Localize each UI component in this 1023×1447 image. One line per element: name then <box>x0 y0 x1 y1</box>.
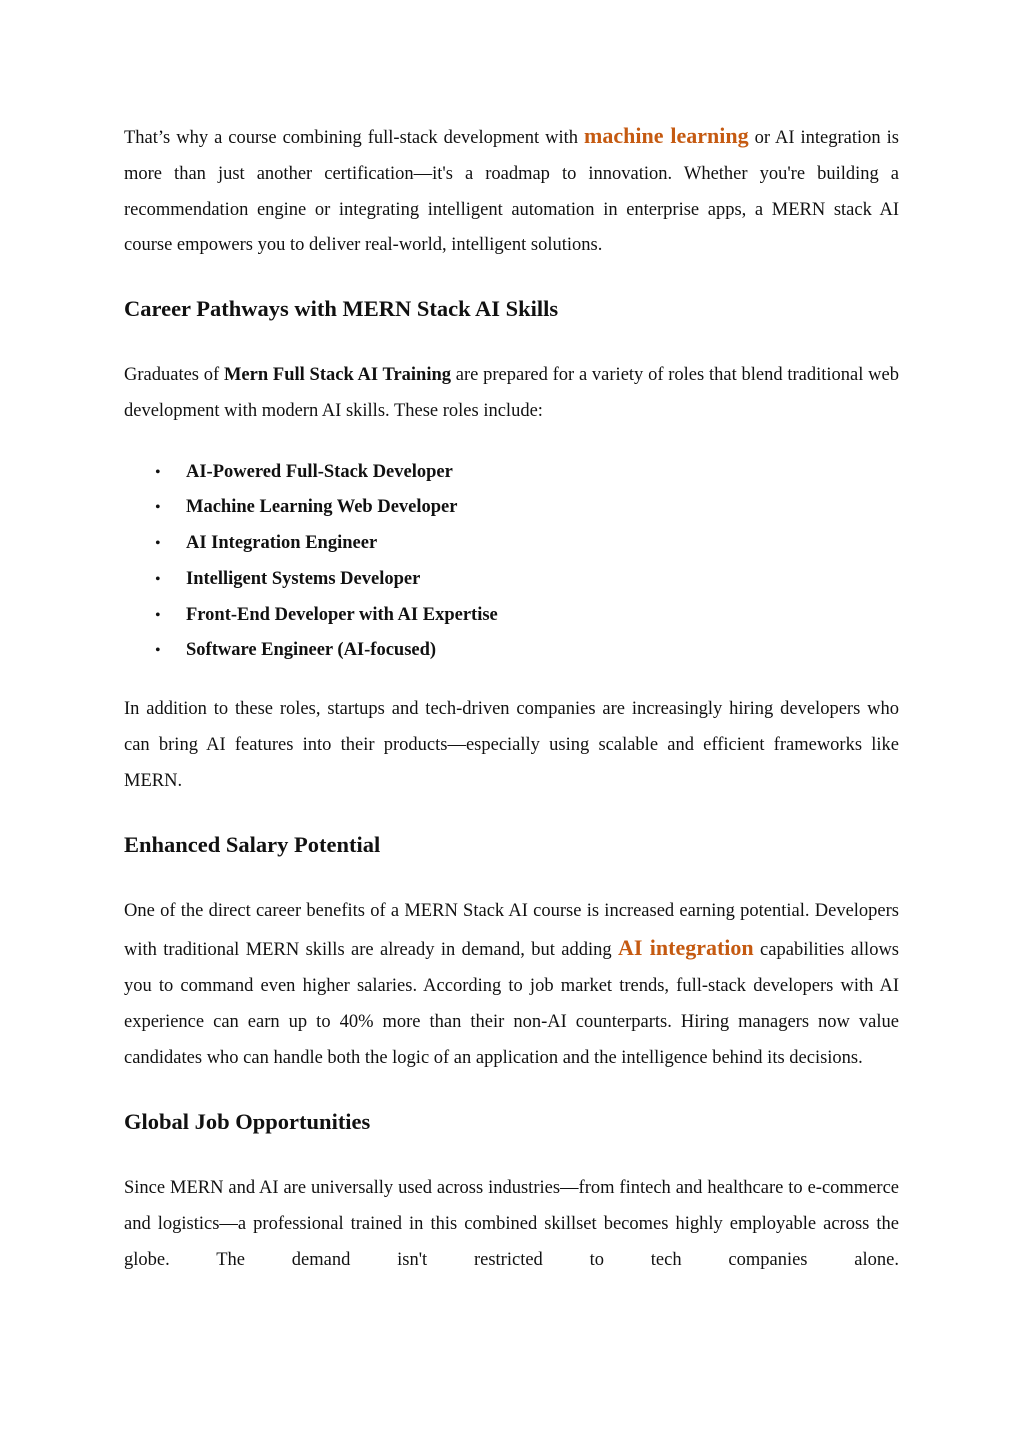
salary-text-before-link: One of the direct career benefits of a MERN Stack AI course is increased earning potential. Developers with traditional MERN skills are already in demand, but adding <box>124 901 899 961</box>
career-closing-paragraph: In addition to these roles, startups and tech-driven companies are increasingly hiring developers who can bring AI features into their products—especially using scalable and efficient frameworks like MERN. <box>124 699 899 791</box>
bullet-icon: • <box>155 535 161 553</box>
document-body <box>124 118 899 1279</box>
role-label: Intelligent Systems Developer <box>186 568 421 589</box>
training-name: Mern Full Stack AI Training <box>223 365 452 386</box>
intro-paragraph <box>124 118 899 264</box>
list-item <box>124 562 899 598</box>
intro-text-after-link: or AI integration is more than just another certification—it's a roadmap to innovation. Whether you're building a recommendation engine or integrating intelligent automation in enterprise apps, a MERN stack AI course empowers you to deliver real-world, intelligent solutions. <box>124 128 899 256</box>
role-label: AI Integration Engineer <box>186 533 378 554</box>
career-pathways-heading: Career Pathways with MERN Stack AI Skills <box>124 296 559 322</box>
salary-heading: Enhanced Salary Potential <box>124 832 381 858</box>
machine-learning-link[interactable]: machine learning <box>584 123 749 148</box>
career-text-after-bold: are prepared for a variety of roles that blend traditional web development with modern AI skills. These roles include: <box>124 365 899 421</box>
list-item <box>124 490 899 526</box>
bullet-icon: • <box>155 463 161 481</box>
role-label: Machine Learning Web Developer <box>186 497 458 518</box>
bullet-icon: • <box>155 499 161 517</box>
ai-integration-link[interactable]: AI integration <box>618 935 754 961</box>
salary-paragraph <box>124 894 899 1076</box>
roles-list <box>124 455 899 669</box>
list-item <box>124 633 899 669</box>
role-label: AI-Powered Full-Stack Developer <box>186 461 453 482</box>
global-jobs-heading: Global Job Opportunities <box>124 1109 371 1135</box>
role-label: Front-End Developer with AI Expertise <box>186 604 498 625</box>
bullet-icon: • <box>155 606 161 624</box>
global-jobs-paragraph: Since MERN and AI are universally used across industries—from fintech and healthcare to e-commerce and logistics—a professional trained in this combined skillset becomes highly employable across the globe. The demand isn't restricted to tech companies alone. <box>124 1178 899 1270</box>
role-label: Software Engineer (AI-focused) <box>186 640 437 661</box>
list-item <box>124 598 899 634</box>
career-intro-paragraph <box>124 358 899 430</box>
salary-text-after-link: capabilities allows you to command even higher salaries. According to job market trends, full-stack developers with AI experience can earn up to 40% more than their non-AI counterparts. Hiring managers now value candidates who can handle both the logic of an application and the intelligence behind its decisions. <box>124 940 900 1068</box>
bullet-icon: • <box>155 570 161 588</box>
bullet-icon: • <box>155 642 161 660</box>
intro-text-before-link: That’s why a course combining full-stack development with <box>124 128 585 148</box>
list-item <box>124 526 899 562</box>
list-item <box>124 455 899 491</box>
career-text-before-bold: Graduates of <box>124 365 224 386</box>
